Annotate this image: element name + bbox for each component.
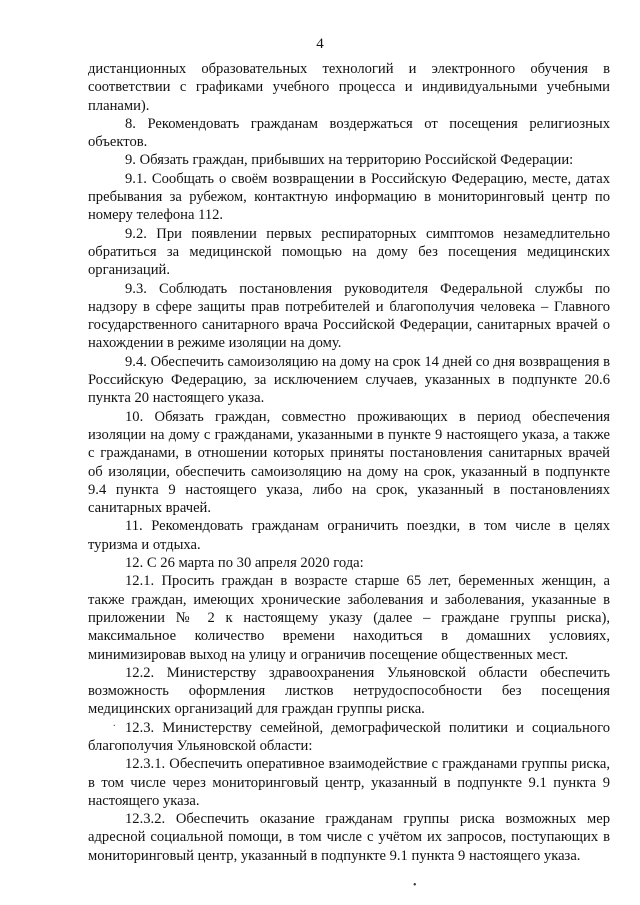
paragraph-9-3: 9.3. Соблюдать постановления руководителя Федеральной службы по надзору в сфере защиты прав потребителей и благополучия человека – Главного государственного санитарного врача Российской Федерации, санитарных врачей о нахождении в режиме изоляции на дому.: [88, 280, 610, 352]
paragraph-12-1: 12.1. Просить граждан в возрасте старше 65 лет, беременных женщин, а также граждан, имеющих хронические заболевания и заболевания, указанные в приложении № 2 к настоящему указу (далее – граждане группы риска), максимальное количество времени находиться в домашних условиях, минимизировав выход на улицу и ограничив посещение общественных мест.: [88, 573, 610, 663]
paragraph-12: 12. С 26 марта по 30 апреля 2020 года:: [125, 555, 364, 572]
paragraph-11: 11. Рекомендовать гражданам ограничить поездки, в том числе в целях туризма и отдыха.: [88, 518, 610, 553]
paragraph-9-2: 9.2. При появлении первых респираторных симптомов незамедлительно обратиться за медицинской помощью на дому без посещения медицинских организаций.: [88, 225, 610, 279]
scan-mark: .: [113, 718, 116, 729]
paragraph-10: 10. Обязать граждан, совместно проживающих в период обеспечения изоляции на дому с гражданами, указанными в пункте 9 настоящего указа, а также с гражданами, в отношении которых приняты постановления санитарных врачей об изоляции, обеспечить самоизоляцию на дому на срок, указанный в подпункте 9.4 пункта 9 настоящего указа, либо на срок, указанный в постановлениях санитарных врачей.: [88, 408, 610, 517]
paragraph-12-2: 12.2. Министерству здравоохранения Ульяновской области обеспечить возможность оформления листков нетрудоспособности без посещения медицинских организаций для граждан группы риска.: [88, 664, 610, 718]
paragraph-12-3: 12.3. Министерству семейной, демографической политики и социального благополучия Ульяновской области:: [88, 719, 610, 754]
paragraph-continuation: дистанционных образовательных технологий и электронного обучения в соответствии с графиками учебного процесса и индивидуальными учебными планами).: [88, 61, 610, 114]
paragraph-9-1: 9.1. Сообщать о своём возвращении в Российскую Федерацию, месте, датах пребывания за рубежом, контактную информацию в мониторинговый центр по номеру телефона 112.: [88, 170, 610, 224]
page-number: 4: [316, 36, 324, 52]
paragraph-12-3-2: 12.3.2. Обеспечить оказание гражданам группы риска возможных мер адресной социальной помощи, в том числе с учётом их запросов, поступающих в мониторинговый центр, указанный в подпункте 9.1 пункта 9 настоящего указа.: [88, 811, 610, 864]
document-body: [88, 60, 610, 865]
paragraph-9-4: 9.4. Обеспечить самоизоляцию на дому на срок 14 дней со дня возвращения в Российскую Федерацию, за исключением случаев, указанных в подпункте 20.6 пункта 20 настоящего указа.: [88, 353, 610, 407]
paragraph-8: 8. Рекомендовать гражданам воздержаться от посещения религиозных объектов.: [88, 115, 610, 151]
paragraph-9: 9. Обязать граждан, прибывших на территорию Российской Федерации:: [125, 152, 574, 169]
scan-mark: •: [413, 880, 417, 891]
paragraph-12-3-1: 12.3.1. Обеспечить оперативное взаимодействие с гражданами группы риска, в том числе через мониторинговый центр, указанный в подпункте 9.1 пункта 9 настоящего указа.: [88, 756, 610, 809]
